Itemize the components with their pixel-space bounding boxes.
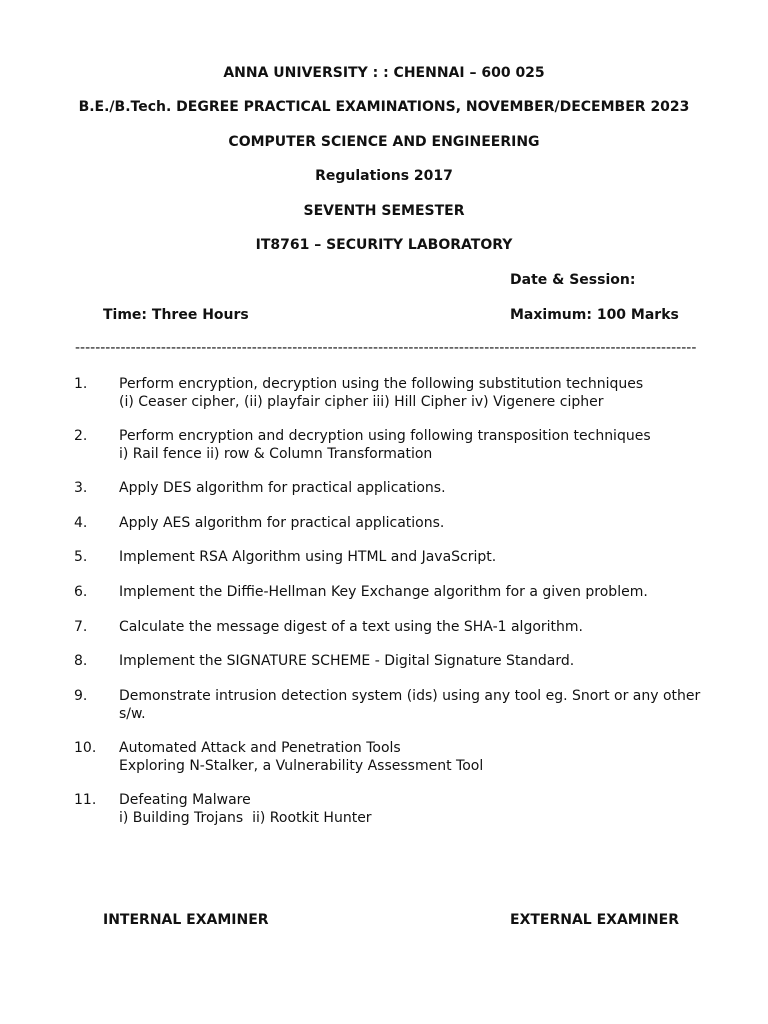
course-title: IT8761 – SECURITY LABORATORY [255, 237, 513, 253]
question-number: 4. [74, 515, 88, 531]
question-number: 1. [74, 376, 88, 392]
question-text [119, 739, 719, 775]
semester-label: SEVENTH SEMESTER [303, 203, 465, 219]
question-line: Implement the SIGNATURE SCHEME - Digital Signature Standard. [119, 653, 575, 669]
question-text [119, 514, 719, 532]
internal-examiner-label: INTERNAL EXAMINER [103, 912, 269, 928]
question-line: i) Building Trojans ii) Rootkit Hunter [119, 810, 372, 826]
university-title: ANNA UNIVERSITY : : CHENNAI – 600 025 [223, 65, 545, 81]
question-line: Implement RSA Algorithm using HTML and JavaScript. [119, 549, 497, 565]
question-line: Exploring N-Stalker, a Vulnerability Assessment Tool [119, 758, 484, 774]
question-line: Defeating Malware [119, 792, 251, 808]
question-number: 9. [74, 688, 88, 704]
question-line: i) Rail fence ii) row & Column Transformation [119, 446, 433, 462]
external-examiner-label: EXTERNAL EXAMINER [510, 912, 679, 928]
question-number: 3. [74, 480, 88, 496]
question-line: Demonstrate intrusion detection system (ids) using any tool eg. Snort or any other [119, 688, 701, 704]
question-text [119, 479, 719, 497]
question-line: Apply DES algorithm for practical applications. [119, 480, 446, 496]
question-number: 11. [74, 792, 97, 808]
question-number: 7. [74, 619, 88, 635]
question-text [119, 548, 719, 566]
question-number: 10. [74, 740, 97, 756]
question-text [119, 652, 719, 670]
question-text [119, 427, 719, 463]
exam-title: B.E./B.Tech. DEGREE PRACTICAL EXAMINATIONS, NOVEMBER/DECEMBER 2023 [78, 99, 690, 115]
question-number: 2. [74, 428, 88, 444]
question-text [119, 583, 719, 601]
time-label: Time: Three Hours [103, 307, 249, 323]
regulations-label: Regulations 2017 [315, 168, 453, 184]
question-number: 6. [74, 584, 88, 600]
question-line: (i) Ceaser cipher, (ii) playfair cipher iii) Hill Cipher iv) Vigenere cipher [119, 394, 604, 410]
question-line: s/w. [119, 706, 146, 722]
question-line: Automated Attack and Penetration Tools [119, 740, 401, 756]
question-line: Calculate the message digest of a text using the SHA-1 algorithm. [119, 619, 583, 635]
question-text [119, 791, 719, 827]
question-text [119, 687, 719, 723]
department-title: COMPUTER SCIENCE AND ENGINEERING [228, 134, 540, 150]
question-line: Implement the Diffie-Hellman Key Exchange algorithm for a given problem. [119, 584, 648, 600]
question-number: 5. [74, 549, 88, 565]
question-line: Perform encryption, decryption using the following substitution techniques [119, 376, 644, 392]
question-text [119, 618, 719, 636]
maximum-marks-label: Maximum: 100 Marks [510, 307, 679, 323]
dashed-divider: --------------------------------------------------------------------------------------------------------------------------- [75, 340, 697, 356]
question-text [119, 375, 719, 411]
question-line: Perform encryption and decryption using following transposition techniques [119, 428, 651, 444]
date-session-label: Date & Session: [510, 272, 636, 288]
question-number: 8. [74, 653, 88, 669]
question-line: Apply AES algorithm for practical applications. [119, 515, 445, 531]
